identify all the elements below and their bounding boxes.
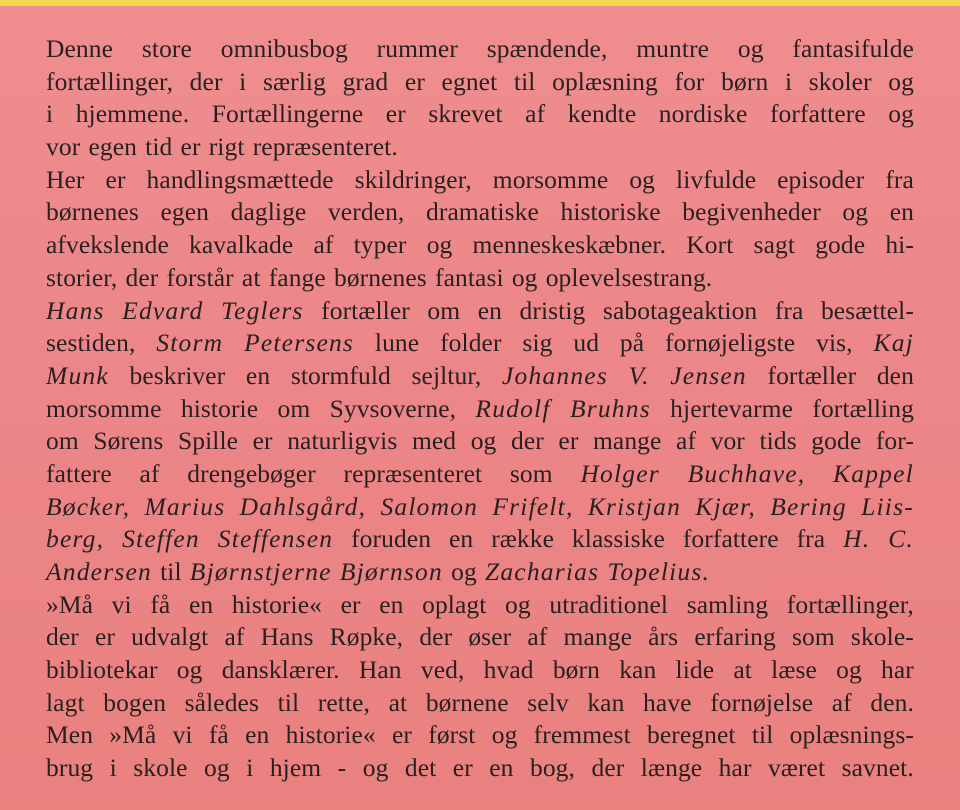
word: sagt <box>753 230 796 260</box>
word: Fortællingerne <box>211 99 364 129</box>
word: lune <box>374 328 420 358</box>
word: besættel- <box>820 295 914 325</box>
word: utraditionel <box>549 589 669 619</box>
word: og <box>491 720 518 750</box>
text-line <box>46 165 914 198</box>
word: børnene <box>425 687 509 717</box>
author-name-word: Kjær, <box>695 491 756 521</box>
word: Denne <box>46 34 114 63</box>
author-name-word: Petersens <box>244 328 355 358</box>
word: og <box>888 99 914 129</box>
word: for- <box>875 426 914 456</box>
word: er <box>340 589 361 619</box>
word: fantasi <box>435 262 504 292</box>
word: fra <box>796 524 826 554</box>
author-name-word: Storm <box>156 328 224 358</box>
word: tid <box>145 132 173 162</box>
word: i <box>109 753 117 783</box>
word: få <box>150 589 171 619</box>
word: kendte <box>567 99 637 129</box>
text-line <box>46 655 914 688</box>
word: folder <box>440 328 502 358</box>
word: der <box>125 262 159 292</box>
word: morsomme <box>492 164 609 194</box>
word: samling <box>686 589 769 619</box>
word: oplæsning <box>552 66 658 96</box>
word: Sørens <box>93 426 164 456</box>
author-name-word: Munk <box>46 360 109 390</box>
word: fornøjeligste <box>665 328 796 358</box>
word: kavalkade <box>189 230 294 260</box>
word: af <box>527 622 548 652</box>
word: skole- <box>850 622 914 652</box>
word: års <box>648 622 679 652</box>
word: med <box>411 426 457 456</box>
word: til <box>513 66 536 96</box>
word: historie« <box>231 589 322 619</box>
word: tids <box>759 426 797 456</box>
word: bogen <box>103 687 167 717</box>
word: gode <box>815 230 866 260</box>
word: i <box>239 66 247 96</box>
word: vor <box>46 132 81 162</box>
word: afvekslende <box>46 230 169 260</box>
text-line <box>46 230 914 263</box>
author-name-word: Hans <box>46 295 105 325</box>
word: mange <box>592 426 662 456</box>
word: historie <box>180 393 259 423</box>
text-line <box>46 720 914 753</box>
word: kan <box>587 687 625 717</box>
text-line <box>46 688 914 721</box>
word: fortællinger, <box>46 66 174 96</box>
author-name-word: Holger <box>580 458 660 488</box>
word: at <box>241 262 261 292</box>
word: af <box>139 458 160 488</box>
word: fremmest <box>533 720 631 750</box>
word: Kort <box>686 230 734 260</box>
word: børnenes <box>333 262 427 292</box>
word: særlig <box>262 66 326 96</box>
word: fortælling <box>812 393 914 423</box>
word: og <box>204 753 230 783</box>
text-line <box>46 557 914 590</box>
word: fra <box>885 164 914 194</box>
word: egen <box>88 132 137 162</box>
text-line <box>46 426 914 459</box>
word: hi- <box>885 230 914 260</box>
word: bibliotekar <box>46 655 158 685</box>
word: Spille <box>177 426 239 456</box>
word: børn <box>552 655 600 685</box>
author-name-word: Salomon <box>380 491 479 521</box>
author-name-word: berg, <box>46 524 105 554</box>
word: om <box>427 295 461 325</box>
word: historiske <box>560 197 661 227</box>
word: den <box>876 360 914 390</box>
word: og <box>629 164 656 194</box>
author-name-word: Kaj <box>873 328 914 358</box>
word: klassiske <box>571 524 665 554</box>
word: kan <box>619 655 657 685</box>
author-name-word: Johannes <box>502 360 608 390</box>
word: fortæller <box>321 295 410 325</box>
word: først <box>428 720 476 750</box>
word: er <box>252 426 273 456</box>
word: begivenheder <box>682 197 821 227</box>
word: børnenes <box>46 197 139 227</box>
author-name-word: Kappel <box>833 458 914 488</box>
word: en <box>449 524 474 554</box>
word: er <box>391 720 412 750</box>
word: det <box>404 753 437 783</box>
word: og <box>836 655 862 685</box>
word: beskriver <box>129 360 226 390</box>
word: og <box>842 197 869 227</box>
word: historie« <box>285 720 376 750</box>
author-name-word: Teglers <box>221 295 304 325</box>
word: mange <box>563 622 632 652</box>
word: hjemmene. <box>75 99 190 129</box>
word: egnet <box>441 66 498 96</box>
author-name-word: Kristjan <box>587 491 682 521</box>
word: er <box>105 164 126 194</box>
word: der <box>510 426 544 456</box>
text-line <box>46 263 914 296</box>
word: skildringer, <box>354 164 472 194</box>
word: »Må <box>46 589 94 619</box>
word: og <box>888 66 914 96</box>
author-name-word: Andersen <box>46 557 152 586</box>
word: en <box>477 295 502 325</box>
word: repræsenteret. <box>252 132 398 162</box>
word: stormfuld <box>290 360 391 390</box>
word: skrevet <box>428 99 503 129</box>
word: og <box>505 589 531 619</box>
word: fortællinger, <box>786 589 914 619</box>
word: vis, <box>816 328 853 358</box>
word: om <box>277 393 311 423</box>
word: en <box>489 753 514 783</box>
text-line <box>46 197 914 230</box>
word: rigt <box>208 132 245 162</box>
word: spændende, <box>486 34 608 63</box>
word: oplæsnings- <box>789 720 914 750</box>
word: til <box>160 557 182 586</box>
word: Syvsoverne, <box>329 393 457 423</box>
author-name-word: Frifelt, <box>492 491 574 521</box>
word: selv <box>527 687 569 717</box>
word: af <box>525 99 546 129</box>
word: ud <box>573 328 600 358</box>
word: således <box>184 687 259 717</box>
word: storier, <box>46 262 118 292</box>
word: der <box>419 622 453 652</box>
text-line <box>46 328 914 361</box>
word: har <box>881 655 914 685</box>
word: til <box>751 720 774 750</box>
word: episoder <box>777 164 865 194</box>
author-name-word: Steffen <box>122 524 200 554</box>
text-line <box>46 67 914 100</box>
word: fra <box>774 295 804 325</box>
word: en <box>379 589 404 619</box>
word: og <box>176 655 203 685</box>
word: øser <box>468 622 512 652</box>
text-line <box>46 361 914 394</box>
word: fange <box>268 262 326 292</box>
word: have <box>643 687 692 717</box>
word: fortæller <box>767 360 857 390</box>
word: sestiden, <box>46 328 136 358</box>
word: verden, <box>327 197 405 227</box>
word: typer <box>353 230 407 260</box>
word: menneskeskæbner. <box>472 230 667 260</box>
word: skoler <box>808 66 872 96</box>
word: hjertevarme <box>670 393 794 423</box>
word: og <box>470 426 497 456</box>
word: sejltur, <box>411 360 482 390</box>
word: forfattere <box>682 524 779 554</box>
word: omnibusbog <box>220 34 348 63</box>
word: er <box>385 99 406 129</box>
word: hjem <box>269 753 322 783</box>
author-name-word: H. <box>843 524 871 554</box>
word: læse <box>771 655 817 685</box>
author-name-word: C. <box>888 524 914 554</box>
word: nordiske <box>658 99 748 129</box>
word: rummer <box>376 34 458 63</box>
author-name-word: Rudolf <box>475 393 551 423</box>
word: til <box>277 687 300 717</box>
word: forstår <box>166 262 234 292</box>
word: fornøjelse <box>710 687 814 717</box>
word: for <box>674 66 705 96</box>
word: oplevelsestrang. <box>545 262 713 292</box>
word: og <box>737 34 764 63</box>
word: skole <box>133 753 188 783</box>
word: er <box>180 132 201 162</box>
word: en <box>245 720 270 750</box>
word: og <box>511 262 538 292</box>
word: erfaring <box>694 622 776 652</box>
word: daglige <box>230 197 307 227</box>
word: der <box>591 753 625 783</box>
word: Han <box>358 655 402 685</box>
word: få <box>208 720 229 750</box>
word: grad <box>342 66 389 96</box>
word: vi <box>172 720 193 750</box>
author-name-word: Buchhave, <box>687 458 806 488</box>
word: fantasifulde <box>792 34 914 63</box>
author-name-word: Bjørnson <box>339 557 443 586</box>
word: foruden <box>351 524 432 554</box>
author-name-word: Bøcker, <box>46 491 131 521</box>
word: at <box>388 687 408 717</box>
word: drengebøger <box>187 458 316 488</box>
word: om <box>46 426 79 456</box>
word: lagt <box>46 687 85 717</box>
word: af <box>224 622 245 652</box>
word: Her <box>46 164 85 194</box>
text-line <box>46 132 914 165</box>
word: sig <box>522 328 553 358</box>
word: store <box>141 34 192 63</box>
word: morsomme <box>46 393 162 423</box>
text-line <box>46 492 914 525</box>
author-name-word: Liis- <box>861 491 914 521</box>
word: brug <box>46 753 94 783</box>
word: bog, <box>529 753 576 783</box>
word: af <box>676 426 697 456</box>
word: er <box>452 753 473 783</box>
word: den. <box>870 687 914 717</box>
word: gode <box>811 426 862 456</box>
book-back-cover <box>0 6 960 810</box>
word: repræsenteret <box>343 458 483 488</box>
word: hvad <box>483 655 534 685</box>
word: og <box>426 230 453 260</box>
word: Røpke, <box>329 622 404 652</box>
word: af <box>831 687 852 717</box>
author-name-word: Bjørnstjerne <box>189 557 332 586</box>
author-name-word: Dahlsgård, <box>239 491 367 521</box>
text-line <box>46 394 914 427</box>
word: ved, <box>420 655 465 685</box>
word: at <box>733 655 752 685</box>
author-name-word: Edvard <box>122 295 204 325</box>
word: på <box>619 328 645 358</box>
word: har <box>718 753 752 783</box>
word: - <box>337 753 347 783</box>
word: en <box>245 360 271 390</box>
word: »Må <box>109 720 157 750</box>
word: lide <box>675 655 715 685</box>
word: som <box>509 458 553 488</box>
blurb-text <box>46 34 914 786</box>
word: der <box>46 622 79 652</box>
word: der <box>189 66 223 96</box>
word: og <box>362 753 389 783</box>
text-line <box>46 622 914 655</box>
author-name-word: Topelius. <box>607 557 711 586</box>
word: livfulde <box>676 164 757 194</box>
word: Hans <box>260 622 314 652</box>
text-line <box>46 753 914 786</box>
word: savnet. <box>841 753 914 783</box>
word: i <box>46 99 54 129</box>
author-name-word: V. <box>628 360 650 390</box>
word: er <box>95 622 116 652</box>
word: naturligvis <box>287 426 398 456</box>
author-name-word: Marius <box>144 491 226 521</box>
word: handlingsmættede <box>146 164 334 194</box>
word: vor <box>710 426 745 456</box>
word: længe <box>640 753 703 783</box>
word: en <box>188 589 214 619</box>
word: er <box>558 426 579 456</box>
word: i <box>246 753 254 783</box>
text-line <box>46 459 914 492</box>
text-line <box>46 34 914 67</box>
word: muntre <box>636 34 710 63</box>
author-name-word: Bering <box>770 491 847 521</box>
word: i <box>784 66 793 96</box>
word: vi <box>111 589 132 619</box>
word: dristig <box>519 295 586 325</box>
author-name-word: Zacharias <box>484 557 600 586</box>
word: udvalgt <box>131 622 209 652</box>
word: sabotageaktion <box>602 295 758 325</box>
word: oplagt <box>422 589 487 619</box>
word: er <box>404 66 425 96</box>
text-line <box>46 296 914 329</box>
word: rette, <box>317 687 371 717</box>
word: og <box>451 557 477 586</box>
text-line <box>46 590 914 623</box>
word: været <box>768 753 826 783</box>
word: egen <box>160 197 209 227</box>
word: af <box>313 230 334 260</box>
word: som <box>791 622 835 652</box>
word: Men <box>46 720 94 750</box>
word: forfattere <box>769 99 866 129</box>
author-name-word: Bruhns <box>569 393 651 423</box>
author-name-word: Jensen <box>670 360 747 390</box>
text-line <box>46 99 914 132</box>
word: børn <box>721 66 769 96</box>
word: beregnet <box>647 720 736 750</box>
word: dramatiske <box>426 197 539 227</box>
word: dansklærer. <box>221 655 340 685</box>
author-name-word: Steffensen <box>217 524 334 554</box>
word: en <box>889 197 914 227</box>
word: række <box>491 524 555 554</box>
word: fattere <box>46 458 112 488</box>
text-line <box>46 524 914 557</box>
